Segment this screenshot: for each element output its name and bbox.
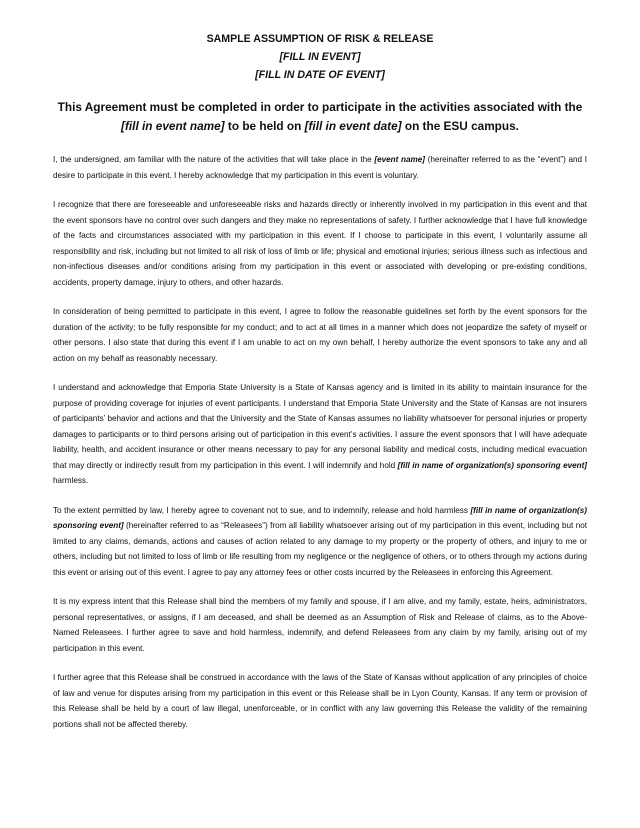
intro-event-name: [fill in event name] bbox=[121, 119, 225, 133]
document-header bbox=[53, 30, 587, 84]
intro-text-1: This Agreement must be completed in order to participate in the activities associated with the bbox=[57, 100, 583, 114]
p1-text-a: I, the undersigned, am familiar with the nature of the activities that will take place in the bbox=[53, 155, 375, 164]
p5-text-c: (hereinafter referred to as “Releasees”) from all liability whatsoever arising out of my participation in this event, including but not limited to any claims, demands, actions and causes of action related to any damage to my property or the property of others, and injury to me or others, including but not limited to loss of limb or life resulting from my negligence or the negligence of others, or to others through my actions during this event or arising out of this event. I agree to pay any attorney fees or other costs incurred by the Releasees in enforcing this Agreement. bbox=[53, 521, 587, 577]
intro-text-2: to be held on bbox=[224, 119, 305, 133]
event-date-placeholder: [FILL IN DATE OF EVENT] bbox=[255, 69, 385, 81]
p1-text-c: (hereinafter referred to as the “event”) and I desire to participate in this event. I hereby acknowledge that my participation in this event is voluntary. bbox=[53, 155, 587, 180]
paragraph-insurance bbox=[53, 380, 587, 489]
paragraph-binding: It is my express intent that this Release shall bind the members of my family and spouse, if I am alive, and my family, estate, heirs, administrators, personal representatives, or assigns, if I am deceased, and shall be deemed as an Assumption of Risk and Release of claims, as to the Above-Named Releasees. I further agree to save and hold harmless, indemnify, and defend Releasees from any claim by my family, arising out of my participation in this event. bbox=[53, 597, 587, 653]
event-placeholder: [FILL IN EVENT] bbox=[279, 51, 361, 63]
intro-statement bbox=[53, 98, 587, 136]
paragraph-conduct: In consideration of being permitted to participate in this event, I agree to follow the reasonable guidelines set forth by the event sponsors for the duration of the activity; to be fully responsible for my conduct; and to act at all times in a manner which does not jeopardize the safety of myself or other persons. I also state that during this event if I am unable to act on my own behalf, I hereby authorize the event sponsors to take any and all action on my behalf as reasonably necessary. bbox=[53, 307, 587, 363]
paragraph-risks: I recognize that there are foreseeable and unforeseeable risks and hazards directly or inherently involved in my participation in this event and that the event sponsors have no control over such dangers and they make no representations of safety. I further acknowledge that I have full knowledge of the facts and circumstances associated with my participation in this event. If I choose to participate in this event, I voluntarily assume all responsibility and risk, including but not limited to all risk of loss of limb or life; physical and emotional injuries; serious illness such as infectious and non-infectious diseases and/or conditions arising from my participation in this event or associated with developing or pre-existing conditions, accidents, property damage, injury to others, and other hazards. bbox=[53, 200, 587, 287]
p4-text-a: I understand and acknowledge that Emporia State University is a State of Kansas agency and is limited in its ability to maintain insurance for the purpose of providing coverage for injuries of event participants. I understand that Emporia State University and the State of Kansas are not insurers of participants’ behavior and actions and that the University and the State of Kansas assumes no liability whatsoever for personal injuries or property damages to participants or to third persons arising out of participation in this event’s activities. I assure the event sponsors that I will have adequate liability, health, and accident insurance or other means necessary to pay for any personal liability and medical costs, including medical evacuation that may directly or indirectly result from my participation in this event. I will indemnify and hold bbox=[53, 383, 587, 470]
paragraph-governing-law: I further agree that this Release shall be construed in accordance with the laws of the State of Kansas without application of any principles of choice of law and venue for disputes arising from my participation in this event or this Release shall be in Lyon County, Kansas. If any term or provision of this Release shall be held by a court of law illegal, unenforceable, or in conflict with any law governing this Release the validity of the remaining portions shall not be affected thereby. bbox=[53, 673, 587, 729]
paragraph-release bbox=[53, 503, 587, 581]
intro-event-date: [fill in event date] bbox=[304, 119, 402, 133]
p5-text-a: To the extent permitted by law, I hereby agree to covenant not to sue, and to indemnify, release and hold harmless bbox=[53, 505, 471, 515]
p4-text-c: harmless. bbox=[53, 476, 89, 485]
paragraph-participation bbox=[53, 152, 587, 183]
intro-text-3: on the ESU campus. bbox=[401, 119, 519, 133]
p1-event-name: [event name] bbox=[374, 155, 425, 164]
p4-organization: [fill in name of organization(s) sponsoring event] bbox=[397, 460, 587, 470]
document-title: SAMPLE ASSUMPTION OF RISK & RELEASE bbox=[206, 33, 434, 45]
p5-organization: [fill in name of organization(s) sponsoring event] bbox=[53, 505, 587, 530]
